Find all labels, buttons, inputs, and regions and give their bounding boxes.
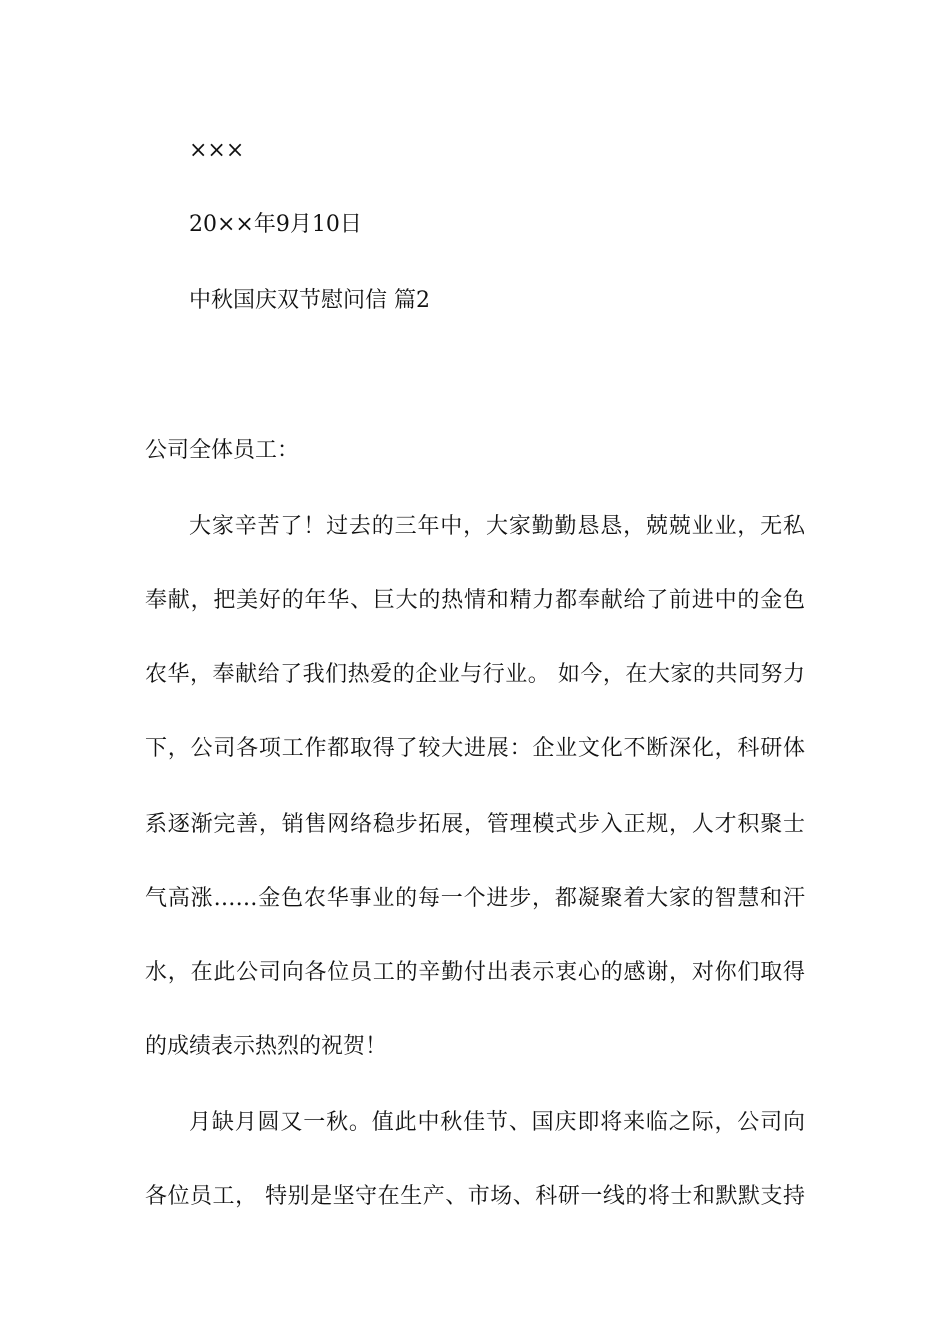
paragraph-1-line: 大家辛苦了！过去的三年中，大家勤勤恳恳，兢兢业业，无私 [189,514,805,539]
paragraph-2-line: 各位员工， 特别是坚守在生产、市场、科研一线的将士和默默支持 [145,1184,805,1209]
paragraph-1-line: 系逐渐完善，销售网络稳步拓展，管理模式步入正规，人才积聚士 [145,812,805,837]
paragraph-1-line: 奉献，把美好的年华、巨大的热情和精力都奉献给了前进中的金色 [145,588,805,613]
section-title: 中秋国庆双节慰问信 篇2 [189,288,430,313]
paragraph-1-line: 下，公司各项工作都取得了较大进展：企业文化不断深化，科研体 [145,736,805,761]
paragraph-1-line: 农华，奉献给了我们热爱的企业与行业。 如今，在大家的共同努力 [145,662,805,687]
signature: ××× [189,138,245,163]
salutation: 公司全体员工： [145,438,300,463]
letter-date: 20××年9月10日 [189,212,362,237]
paragraph-1-line: 的成绩表示热烈的祝贺！ [145,1034,388,1059]
paragraph-2-line: 月缺月圆又一秋。值此中秋佳节、国庆即将来临之际，公司向 [189,1110,805,1135]
paragraph-1-line: 水，在此公司向各位员工的辛勤付出表示衷心的感谢，对你们取得 [145,960,805,985]
paragraph-1-line: 气高涨……金色农华事业的每一个进步，都凝聚着大家的智慧和汗 [145,886,805,911]
